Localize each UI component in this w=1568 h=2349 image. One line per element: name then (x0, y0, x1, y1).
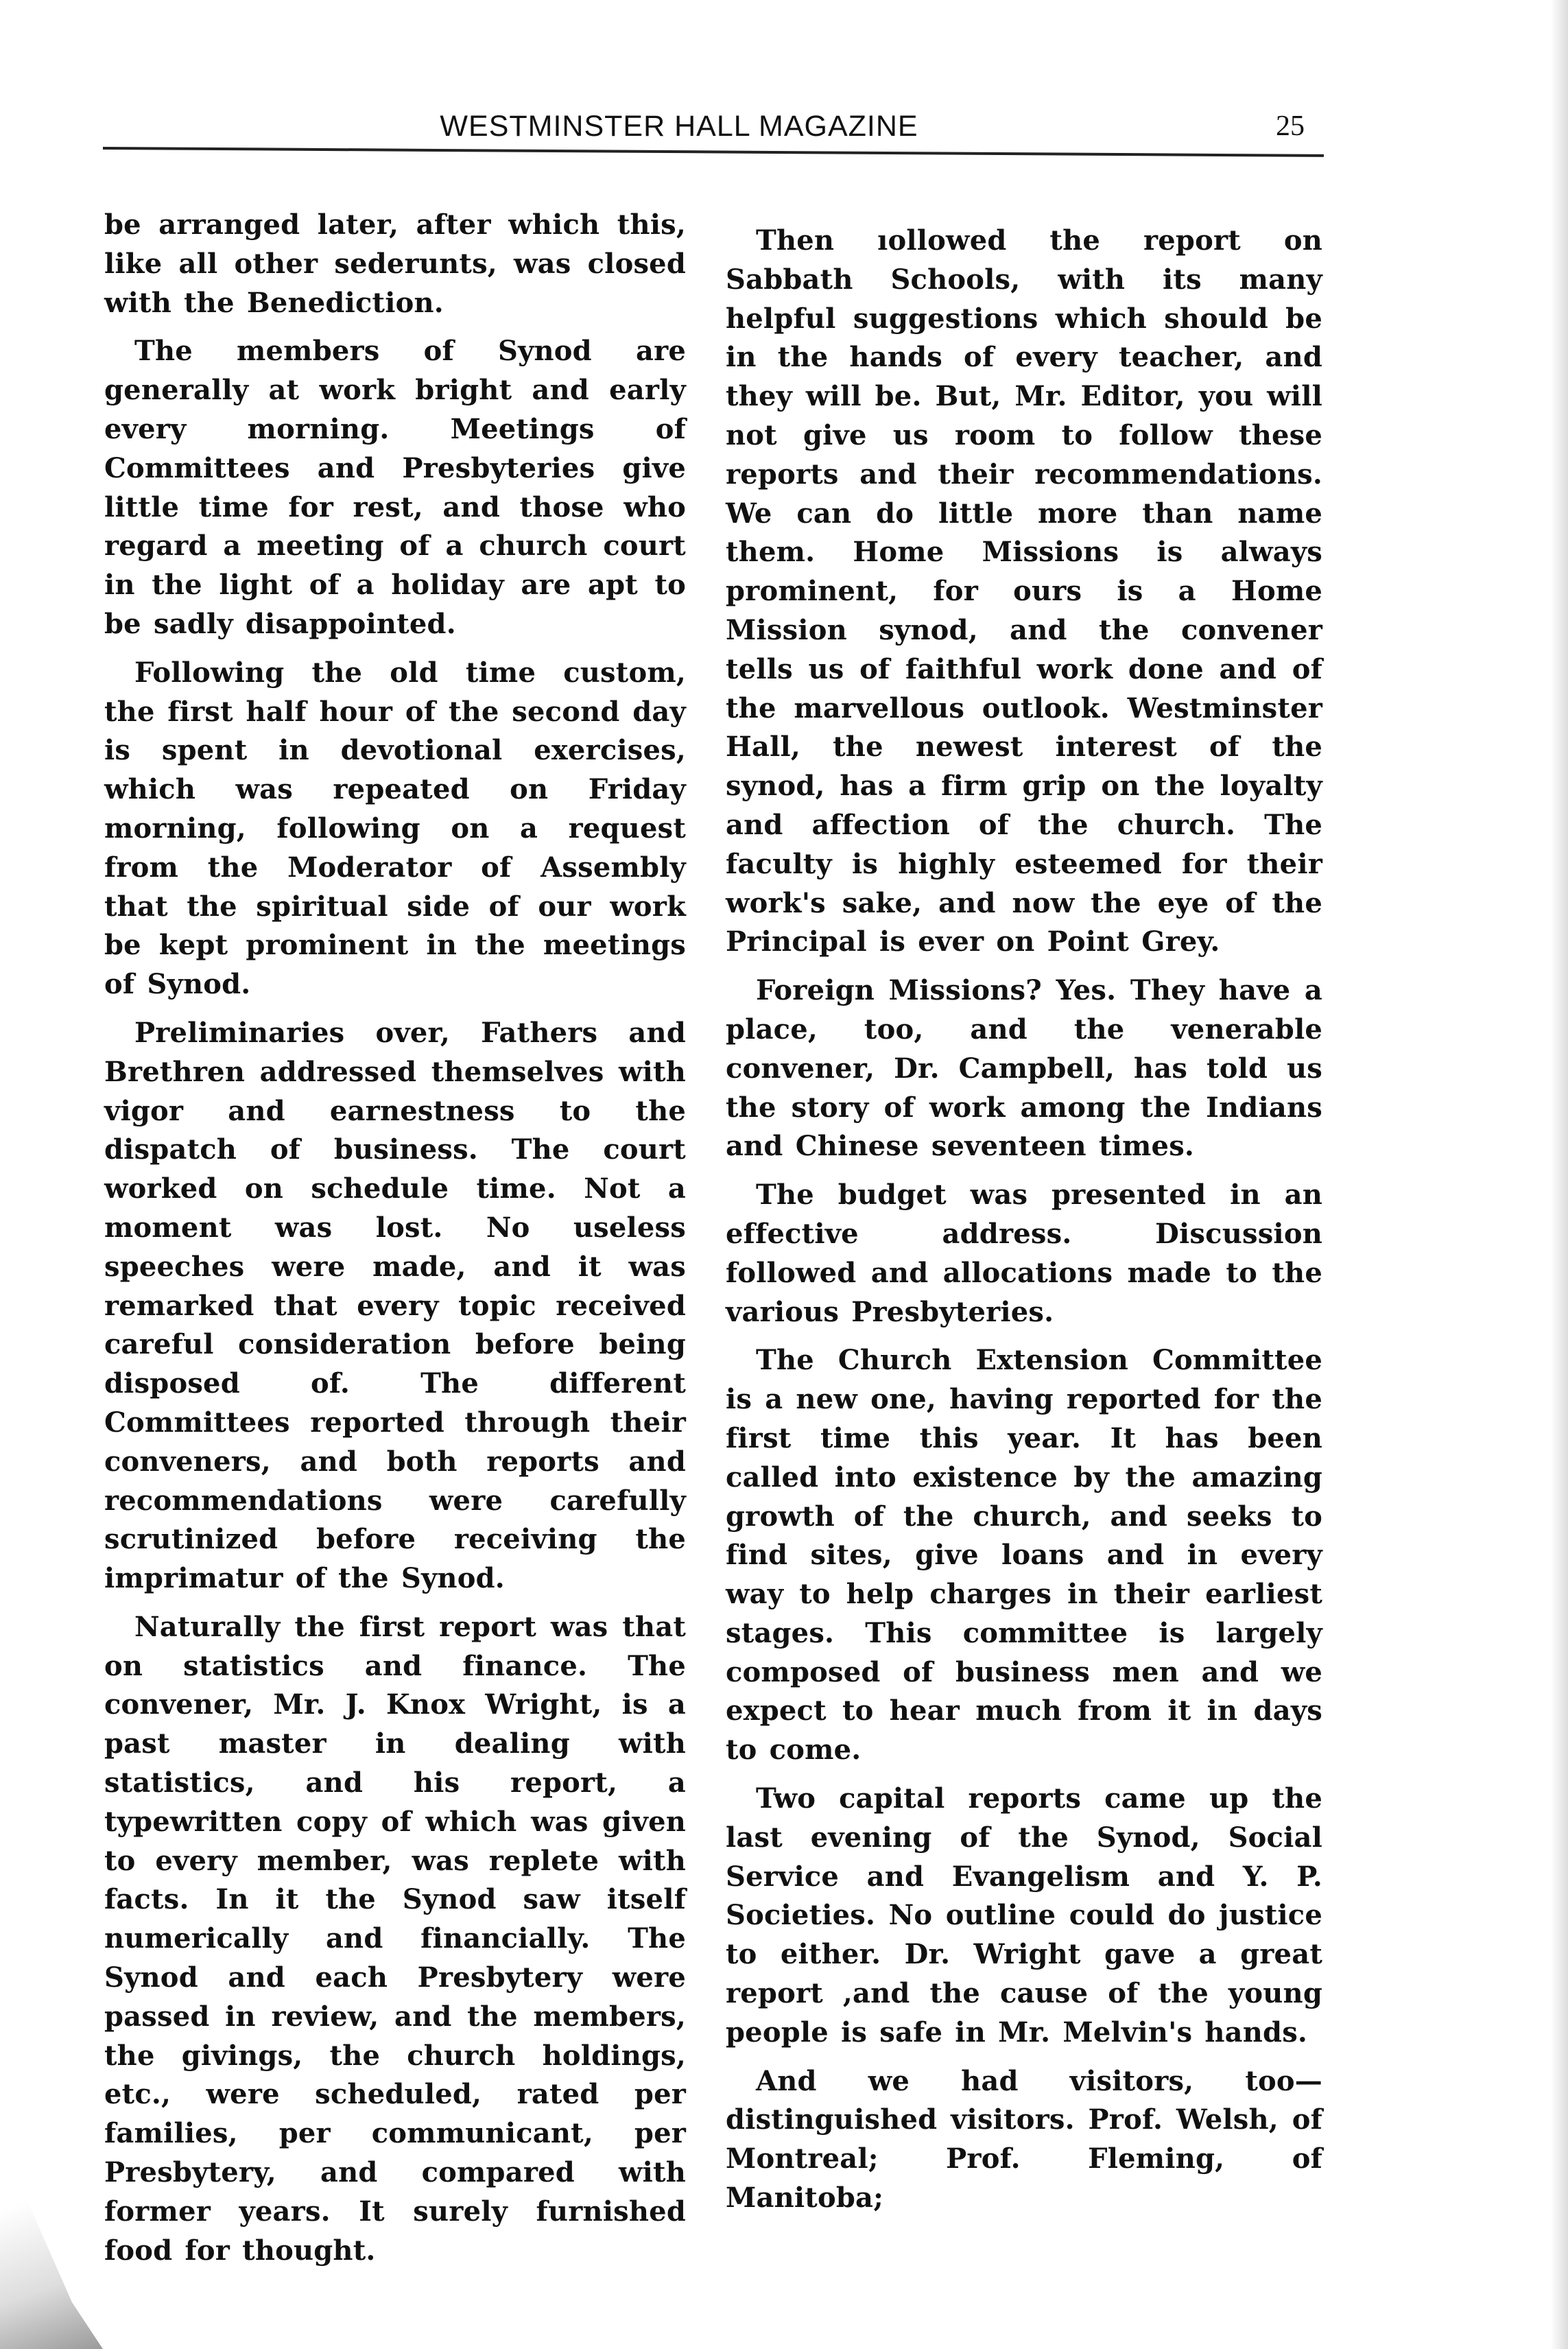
left-paragraph-3: Following the old time custom, the first half hour of the second day is spent in devotional exercises, which was repeated on Friday morning, following on a request from the Moderator of Assembly that the spiritual side of our work be kept prominent in the meetings of Synod. (104, 656, 686, 1001)
scan-edge-shadow (1550, 0, 1568, 2349)
left-paragraph-4: Preliminaries over, Fathers and Brethren addressed themselves with vigor and earnestness to the dispatch of business. The court worked on schedule time. Not a moment was lost. No useless speeches were made, and it was remarked that every topic received careful consideration before being disposed of. The different Committees reported through their conveners, and both reports and recommendations were carefully scrutinized before receiving the imprimatur of the Synod. (104, 1016, 686, 1595)
right-paragraph-4: The Church Extension Committee is a new one, having reported for the first time this year. It has been called into existence by the amazing growth of the church, and seeks to find sites, give loans and in every way to help charges in their earliest stages. This committee is largely composed of business men and we expect to hear much from it in days to come. (726, 1344, 1322, 1767)
right-column (726, 222, 1322, 2228)
left-paragraph-2: The members of Synod are generally at work bright and early every morning. Meetings of Committees and Presbyteries give little time for rest, and those who regard a meeting of a church court in the light of a holiday are apt to be sadly disappointed. (104, 335, 686, 640)
right-paragraph-5: Two capital reports came up the last evening of the Synod, Social Service and Evangelism and Y. P. Societies. No outline could do justice to either. Dr. Wright gave a great report ,and the cause of the young people is safe in Mr. Melvin's hands. (726, 1782, 1322, 2049)
right-paragraph-3: The budget was presented in an effective address. Discussion followed and allocations made to the various Presbyteries. (726, 1179, 1322, 1328)
left-paragraph-1: be arranged later, after which this, like all other sederunts, was closed with the Benediction. (104, 209, 686, 319)
right-paragraph-6: And we had visitors, too—distinguished visitors. Prof. Welsh, of Montreal; Prof. Fleming, of Manitoba; (726, 2064, 1322, 2215)
right-paragraph-2: Foreign Missions? Yes. They have a place, too, and the venerable convener, Dr. Campbell, has told us the story of work among the Indians and Chinese seventeen times. (726, 974, 1322, 1163)
left-paragraph-5: Naturally the first report was that on statistics and finance. The convener, Mr. J. Knox Wright, is a past master in dealing with statistics, and his report, a typewritten copy of which was given to every member, was replete with facts. In it the Synod saw itself numerically and financially. The Synod and each Presbytery were passed in review, and the members, the givings, the church holdings, etc., were scheduled, rated per families, per communicant, per Presbytery, and compared with former years. It surely furnished food for thought. (104, 1610, 686, 2267)
page-corner-curl (0, 2116, 103, 2349)
left-column (104, 206, 686, 2280)
header-rule (103, 147, 1324, 157)
running-header-title: WESTMINSTER HALL MAGAZINE (440, 110, 918, 143)
right-paragraph-1: Then ıollowed the report on Sabbath Schools, with its many helpful suggestions which should be in the hands of every teacher, and they will be. But, Mr. Editor, you will not give us room to follow these reports and their recommendations. We can do little more than name them. Home Missions is always prominent, for ours is a Home Mission synod, and the convener tells us of faithful work done and of the marvellous outlook. Westminster Hall, the newest interest of the synod, has a firm grip on the loyalty and affection of the church. The faculty is highly esteemed for their work's sake, and now the eye of the Principal is ever on Point Grey. (726, 224, 1322, 958)
page-number: 25 (1276, 110, 1305, 142)
